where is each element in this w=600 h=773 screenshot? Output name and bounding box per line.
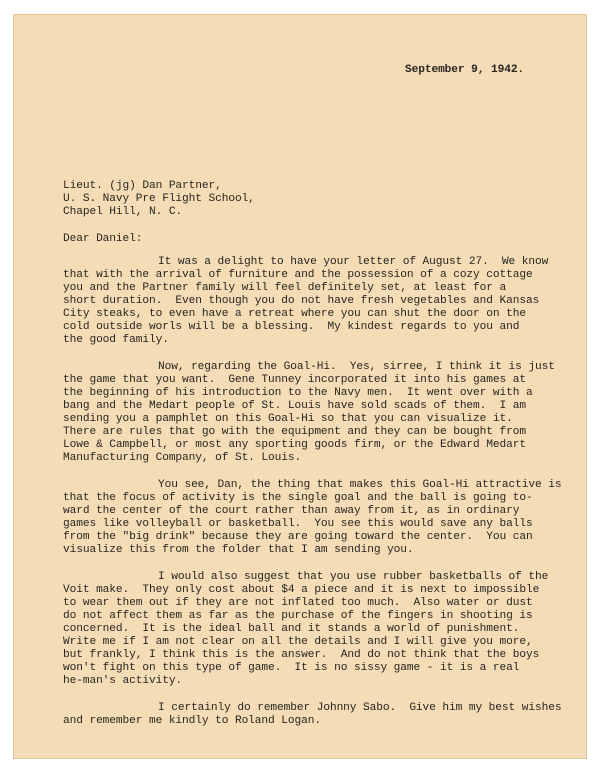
text-line: you and the Partner family will feel definitely set, at least for a: [63, 282, 507, 294]
text-line: the beginning of his introduction to the Navy men. It went over with a: [63, 387, 533, 399]
text-line: the good family.: [63, 334, 169, 346]
text-line: that the focus of activity is the single goal and the ball is going to-: [63, 492, 533, 504]
address-line: U. S. Navy Pre Flight School,: [63, 193, 255, 205]
text-line: that with the arrival of furniture and the possession of a cozy cottage: [63, 269, 533, 281]
text-line: Now, regarding the Goal-Hi. Yes, sirree, I think it is just: [158, 361, 555, 373]
text-line: It was a delight to have your letter of August 27. We know: [158, 256, 549, 268]
text-line: but frankly, I think this is the answer. And do not think that the boys: [63, 649, 540, 661]
text-line: City steaks, to even have a retreat where you can shut the door on the: [63, 308, 526, 320]
text-line: bang and the Medart people of St. Louis have sold scads of them. I am: [63, 400, 526, 412]
text-line: Write me if I am not clear on all the details and I will give you more,: [63, 636, 533, 648]
text-line: There are rules that go with the equipment and they can be bought from: [63, 426, 526, 438]
address-line: Chapel Hill, N. C.: [63, 206, 183, 218]
text-line: Voit make. They only cost about $4 a piece and it is next to impossible: [63, 584, 540, 596]
salutation: Dear Daniel:: [63, 233, 143, 245]
text-line: and remember me kindly to Roland Logan.: [63, 715, 321, 727]
text-line: concerned. It is the ideal ball and it stands a world of punishment.: [63, 623, 520, 635]
text-line: he-man's activity.: [63, 675, 183, 687]
text-line: Manufacturing Company, of St. Louis.: [63, 452, 302, 464]
text-line: from the "big drink" because they are going toward the center. You can: [63, 531, 533, 543]
text-line: Lowe & Campbell, or most any sporting goods firm, or the Edward Medart: [63, 439, 526, 451]
text-line: do not affect them as far as the purchase of the fingers in shooting is: [63, 610, 533, 622]
text-line: You see, Dan, the thing that makes this Goal-Hi attractive is: [158, 479, 562, 491]
text-line: sending you a pamphlet on this Goal-Hi so that you can visualize it.: [63, 413, 513, 425]
text-line: short duration. Even though you do not have fresh vegetables and Kansas: [63, 295, 540, 307]
text-line: to wear them out if they are not inflated too much. Also water or dust: [63, 597, 533, 609]
text-line: I certainly do remember Johnny Sabo. Give him my best wishes: [158, 702, 562, 714]
text-line: visualize this from the folder that I am sending you.: [63, 544, 414, 556]
text-line: the game that you want. Gene Tunney incorporated it into his games at: [63, 374, 526, 386]
text-line: games like volleyball or basketball. You see this would save any balls: [63, 518, 533, 530]
letter-date: September 9, 1942.: [405, 64, 525, 76]
text-line: cold outside worls will be a blessing. My kindest regards to you and: [63, 321, 520, 333]
text-line: won't fight on this type of game. It is no sissy game - it is a real: [63, 662, 520, 674]
address-line: Lieut. (jg) Dan Partner,: [63, 180, 222, 192]
text-line: ward the center of the court rather than away from it, as in ordinary: [63, 505, 520, 517]
text-line: I would also suggest that you use rubber basketballs of the: [158, 571, 549, 583]
